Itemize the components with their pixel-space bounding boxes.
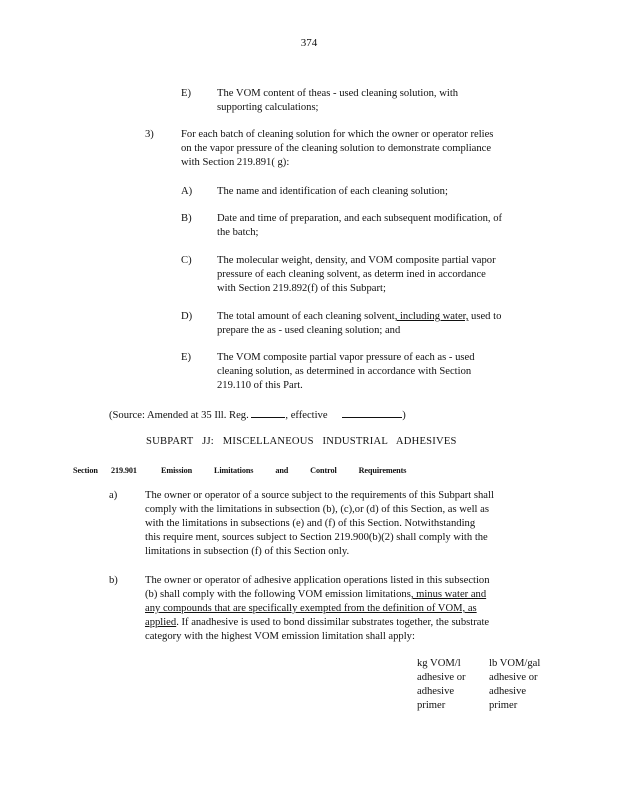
section-label: Section [73, 466, 98, 475]
item-label: A) [181, 186, 193, 197]
amended-insertion: , including water, [394, 311, 469, 322]
source-note: (Source: Amended at 35 Ill. Reg. , effective ) [109, 407, 406, 423]
item-text: The VOM composite partial vapor pressure of each as - used cleaning solution, as determined in accordance with Section 219.110 of this Part. [217, 352, 475, 391]
subpart-heading: SUBPART JJ: MISCELLANEOUS INDUSTRIAL ADHESIVES [146, 436, 457, 447]
item-label: E) [181, 352, 191, 363]
table-header-metric: kg VOM/l adhesive or adhesive primer [417, 658, 466, 711]
table-header-imperial: lb VOM/gal adhesive or adhesive primer [489, 658, 541, 711]
item-text: Date and time of preparation, and each subsequent modification, of the batch; [217, 213, 503, 238]
item-text: The VOM content of theas - used cleaning solution, with supporting calculations; [217, 88, 459, 113]
item-label: B) [181, 213, 192, 224]
item-text: The molecular weight, density, and VOM composite partial vapor pressure of each cleaning solvent, as determ ined in accordance with Section 219.892(f) of this Subpart; [217, 255, 496, 294]
page-number: 374 [300, 37, 318, 49]
paragraph-a-text: The owner or operator of a source subject to the requirements of this Subpart shall comply with the limitations in subsection (b), (c),or (d) of this Section, as well as with the limitations in subsections (e) and (f) of this Section. Notwithstanding this require ment, sources subject to Section 219.900(b)(2) shall comply with the limitations in subsection (f) of this Section only. [145, 490, 494, 557]
section-number: 219.901 [111, 466, 137, 475]
item-label: E) [181, 88, 191, 99]
section-title: Emission Limitations and Control Requirements [161, 466, 407, 475]
item-text: The total amount of each cleaning solvent, including water, used to prepare the as - used cleaning solution; and [217, 311, 502, 336]
blank-date [342, 407, 402, 418]
item-text: For each batch of cleaning solution for which the owner or operator relies on the vapor pressure of the cleaning solution to demonstrate compliance with Section 219.891( g): [181, 129, 494, 168]
item-label: C) [181, 255, 192, 266]
item-label: D) [181, 311, 193, 322]
blank-volume [251, 407, 285, 418]
paragraph-label: b) [109, 575, 118, 586]
item-label: 3) [145, 129, 154, 140]
paragraph-label: a) [109, 490, 118, 501]
item-text: The name and identification of each cleaning solution; [217, 186, 448, 197]
paragraph-b-text: The owner or operator of adhesive application operations listed in this subsection (b) shall comply with the following VOM emission limitations, minus water and any compounds that are specifically exempted from the definition of VOM, as applied. If anadhesive is used to bond dissimilar substrates together, the substrate category with the highest VOM emission limitation shall apply: [145, 575, 490, 642]
